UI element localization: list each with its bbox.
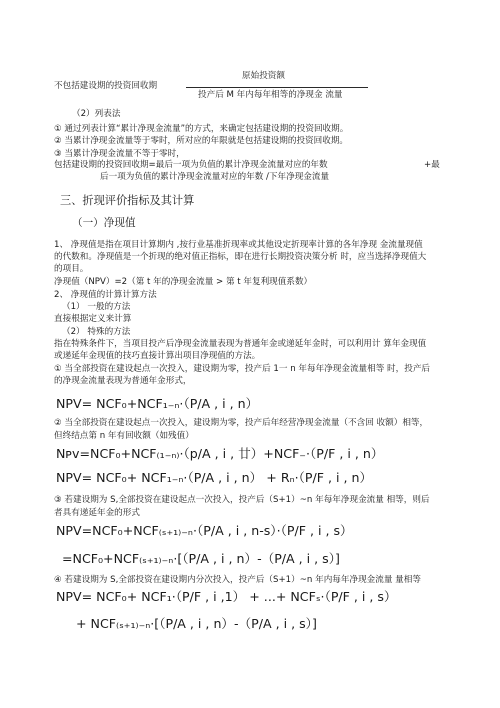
npv-definition: 净现值（NPV）=2（第 t 年的净现金流量 > 第 t 年复利现值系数） — [54, 277, 313, 287]
subsection-heading: （一）净现值 — [72, 217, 136, 229]
paragraph-line: （1） 一般的方法 — [62, 302, 131, 312]
formula-2b: NPV= NCF₀+ NCF₁₋ₙ·（P/A , i , n） + Rₙ·（P/F , i , n） — [56, 470, 373, 485]
case-4-line: ④ 若建设期为 S,全部投资在建设期内分次投入，投产后（S+1）~n 年内每年净现金流量 量相等 — [54, 575, 421, 585]
list-method-line-4-tail: +最 — [424, 160, 440, 170]
formula-denominator: 投产后 M 年内每年相等的净现金 流量 — [198, 90, 343, 100]
formula-1: NPV= NCF₀+NCF₁₋ₙ·（P/A , i , n） — [56, 396, 259, 411]
case-2-line: 但终结点第 n 年有回收额（如残值） — [54, 431, 194, 441]
paragraph-line: 直接根据定义来计算 — [54, 314, 132, 324]
formula-2a: Nᴘᴠ=NCF₀+NCF₍₁₋ₙ₎·（p/A , i , 廿）+NCF₋·（P/F , i , n） — [56, 446, 384, 461]
formula-3a: NPV=NCF₀+NCF₍ₛ₊₁₎₋ₙ·（P/A , i , n-s）·（P/F , i , s） — [56, 523, 353, 538]
case-1-line: 的净现金流量表现为普通年金形式， — [54, 376, 192, 386]
list-method-line-1: ① 通过列表计算“累计净现金流量”的方式，来确定包括建设期的投资回收期。 — [54, 124, 349, 134]
fraction-bar — [186, 87, 368, 88]
list-method-line-5: 后一项为负值的累计净现金流量对应的年数 /下年净现金流量 — [100, 172, 330, 182]
paragraph-line: 或递延年金现值的技巧直接计算出项目净现值的方法。 — [54, 351, 261, 361]
formula-4a: NPV= NCF₀+ NCF₁·（P/F , i ,1） + ...+ NCFₛ·（P/F , i , s） — [56, 589, 397, 604]
formula-4b: + NCF₍ₛ₊₁₎₋ₙ·[（P/A , i , n）-（P/A , i , s）] — [76, 616, 317, 631]
list-method-line-3: ③ 当累计净现金流量不等于零时， — [54, 149, 185, 159]
paragraph-line: （2） 特殊的方法 — [62, 327, 131, 337]
list-method-line-2: ② 当累计净现金流量等于零时，所对应的年限就是包括建设期的投资回收期。 — [54, 136, 349, 146]
paragraph-line: 的代数和。净现值是一个折现的绝对值正指标，即在进行长期投资决策分析 时，应当选择净现值大 — [54, 252, 427, 262]
case-2-line: ② 当全部投资在建设起点一次投入，建设期为零，投产后年经营净现金流量（不含回 收额）相等， — [54, 418, 429, 428]
paragraph-line: 的项目。 — [54, 264, 89, 274]
case-1-line: ① 当全部投资在建设起点一次投入，建设期为零，投产后 1一 n 年每年净现金流量相等 时，投产后 — [54, 364, 431, 374]
list-method-line-4: 包括建设期的投资回收期=最后一项为负值的累计净现金流量对应的年数 — [54, 160, 328, 170]
paragraph-line: 2、 净现值的计算计算方法 — [54, 290, 157, 300]
list-method-title: （2）列表法 — [72, 109, 121, 119]
case-3-line: ③ 若建设期为 S,全部投资在建设起点一次投入，投产后（S+1）~n 年每年净现金流量 相等，则后 — [54, 495, 430, 505]
section-heading: 三、折现评价指标及其计算 — [60, 194, 195, 207]
formula-3b: =NCF₀+NCF₍ₛ₊₁₎₋ₙ·[（P/A , i , n）-（P/A , i , s）] — [62, 551, 340, 566]
formula-numerator: 原始投资额 — [242, 71, 285, 81]
case-3-line: 者具有递延年金的形式 — [54, 508, 140, 518]
paragraph-line: 指在特殊条件下，当项目投产后净现金流量表现为普通年金或递延年金时，可以利用计 算年金现值 — [54, 339, 427, 349]
formula-left-text: 不包括建设期的投资回收期 — [54, 81, 158, 91]
paragraph-line: 1、 净现值是指在项目计算期内 ,按行业基准折现率或其他设定折现率计算的各年净现 金流量现值 — [54, 240, 423, 250]
